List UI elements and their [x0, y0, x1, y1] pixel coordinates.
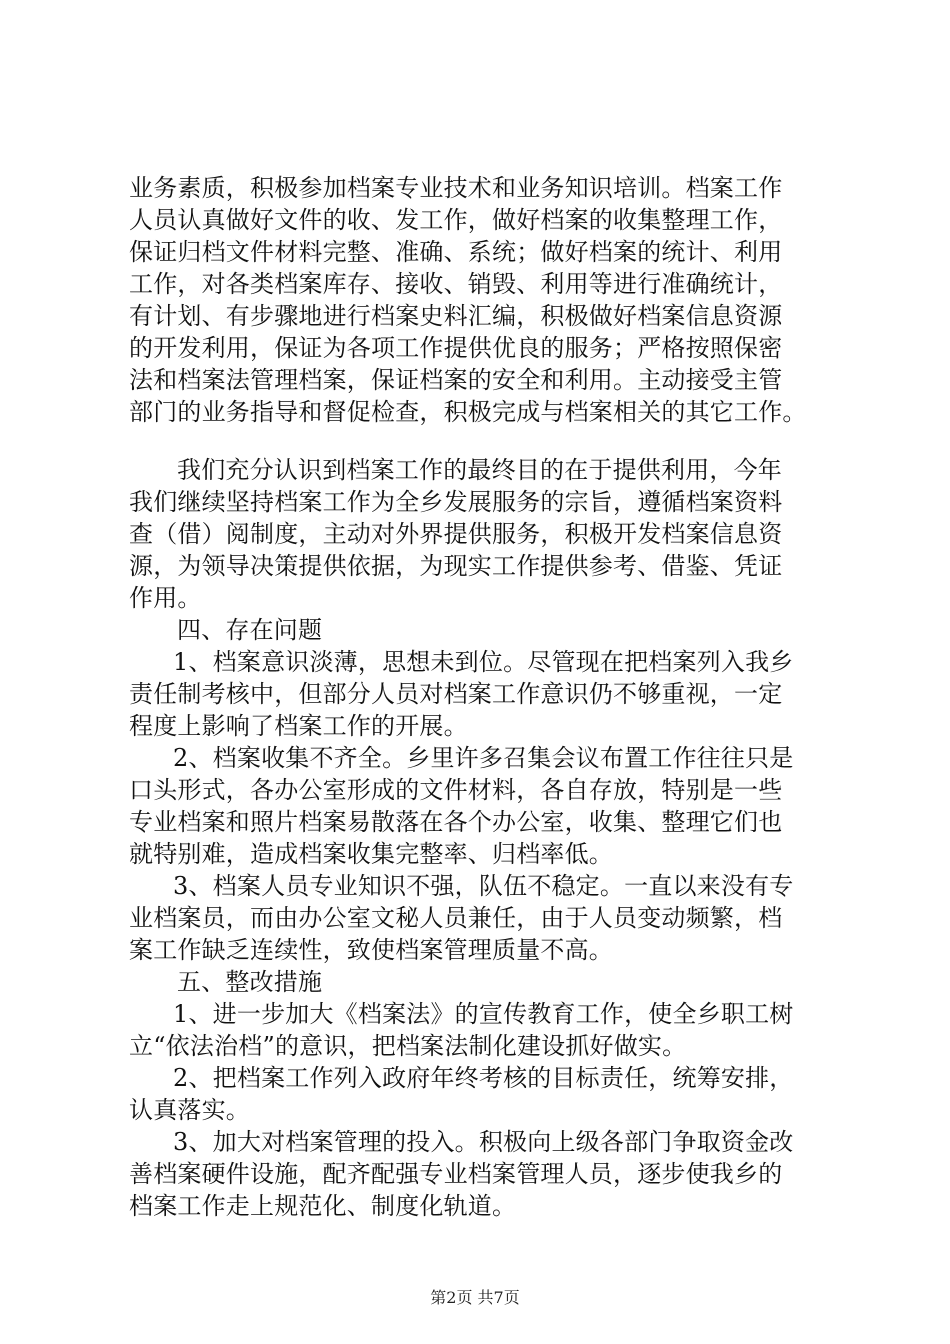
text-line: 部门的业务指导和督促检查，积极完成与档案相关的其它工作。: [129, 398, 807, 426]
text-line: 立“依法治档”的意识，把档案法制化建设抓好做实。: [129, 1032, 687, 1060]
paragraph-first-line: 2、把档案工作列入政府年终考核的目标责任，统筹安排，: [173, 1064, 794, 1092]
paragraph-gap: [129, 428, 841, 454]
text-line: 源，为领导决策提供依据，为现实工作提供参考、借鉴、凭证: [129, 552, 783, 580]
text-line: 保证归档文件材料完整、准确、系统；做好档案的统计、利用: [129, 238, 783, 266]
paragraph-first-line: 3、档案人员专业知识不强，队伍不稳定。一直以来没有专: [173, 872, 794, 900]
text-line: 口头形式，各办公室形成的文件材料，各自存放，特别是一些: [129, 776, 783, 804]
text-line: 有计划、有步骤地进行档案史料汇编，积极做好档案信息资源: [129, 302, 783, 330]
text-line: 作用。: [129, 584, 202, 612]
text-line: 程度上影响了档案工作的开展。: [129, 712, 468, 740]
text-line: 就特别难，造成档案收集完整率、归档率低。: [129, 840, 613, 868]
section-heading: 四、存在问题: [177, 616, 323, 644]
paragraph-first-line: 3、加大对档案管理的投入。积极向上级各部门争取资金改: [173, 1128, 794, 1156]
text-line: 查（借）阅制度，主动对外界提供服务，积极开发档案信息资: [129, 520, 783, 548]
paragraph-first-line: 我们充分认识到档案工作的最终目的在于提供利用，今年: [177, 456, 782, 484]
text-line: 专业档案和照片档案易散落在各个办公室，收集、整理它们也: [129, 808, 783, 836]
document-body: [129, 172, 841, 1222]
text-line: 法和档案法管理档案，保证档案的安全和利用。主动接受主管: [129, 366, 783, 394]
text-line: 案工作缺乏连续性，致使档案管理质量不高。: [129, 936, 613, 964]
text-line: 工作，对各类档案库存、接收、销毁、利用等进行准确统计，: [129, 270, 783, 298]
text-line: 档案工作走上规范化、制度化轨道。: [129, 1192, 517, 1220]
text-line: 我们继续坚持档案工作为全乡发展服务的宗旨，遵循档案资料: [129, 488, 783, 516]
text-line: 业档案员，而由办公室文秘人员兼任，由于人员变动频繁，档: [129, 904, 783, 932]
text-line: 的开发利用，保证为各项工作提供优良的服务；严格按照保密: [129, 334, 783, 362]
page-number: 第2页 共7页: [430, 1288, 520, 1307]
text-line: 善档案硬件设施，配齐配强专业档案管理人员，逐步使我乡的: [129, 1160, 783, 1188]
text-line: 人员认真做好文件的收、发工作，做好档案的收集整理工作，: [129, 206, 783, 234]
section-heading: 五、整改措施: [177, 968, 323, 996]
text-line: 业务素质，积极参加档案专业技术和业务知识培训。档案工作: [129, 174, 783, 202]
paragraph-first-line: 2、档案收集不齐全。乡里许多召集会议布置工作往往只是: [173, 744, 794, 772]
text-line: 责任制考核中，但部分人员对档案工作意识仍不够重视，一定: [129, 680, 783, 708]
paragraph-first-line: 1、档案意识淡薄，思想未到位。尽管现在把档案列入我乡: [173, 648, 794, 676]
paragraph-first-line: 1、进一步加大《档案法》的宣传教育工作，使全乡职工树: [173, 1000, 794, 1028]
text-line: 认真落实。: [129, 1096, 250, 1124]
